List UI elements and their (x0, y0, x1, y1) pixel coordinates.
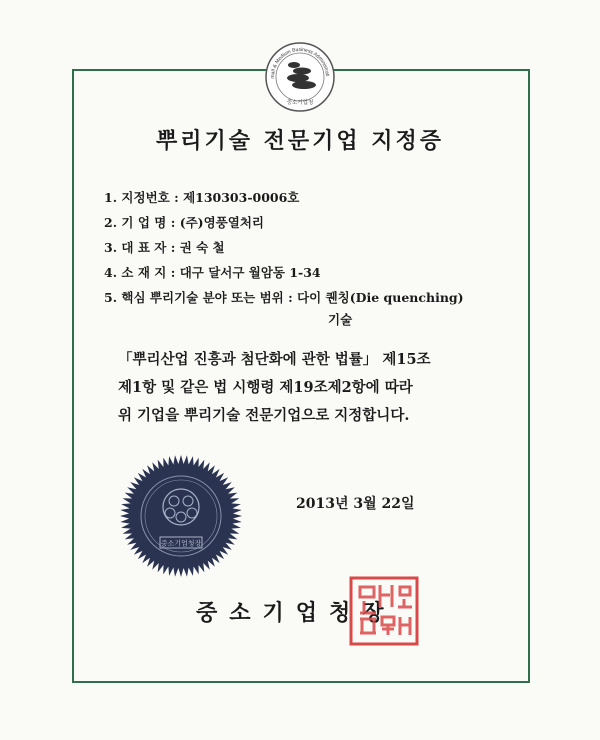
item-technology-continued: 기술 (328, 312, 353, 327)
item-label: 소 재 지 : (121, 265, 176, 280)
item-label: 대 표 자 : (121, 240, 176, 255)
item-technology (104, 288, 464, 306)
agency-logo (264, 41, 336, 113)
embossed-seal (118, 453, 244, 579)
item-num: 3. (104, 240, 118, 255)
item-value: (주)영풍열처리 (179, 215, 264, 230)
statement-line: 위 기업을 뿌리기술 전문기업으로 지정합니다. (118, 407, 410, 424)
official-stamp (348, 575, 420, 647)
issuer-name: 중소기업청장 (196, 600, 396, 626)
item-address (104, 263, 321, 281)
item-label: 기 업 명 : (121, 215, 176, 230)
item-num: 4. (104, 265, 118, 280)
item-number (104, 188, 299, 206)
item-company (104, 213, 264, 231)
statement-line: 제1항 및 같은 법 시행령 제19조제2항에 따라 (118, 379, 413, 396)
item-label: 핵심 뿌리기술 분야 또는 범위 : (121, 290, 293, 305)
logo-ring-text: mall & Medium Business Administrati (269, 46, 330, 79)
certificate-title: 뿌리기술 전문기업 지정증 (155, 128, 445, 154)
item-num: 5. (104, 290, 118, 305)
item-value: 제130303-0006호 (183, 190, 300, 205)
item-num: 2. (104, 215, 118, 230)
certificate-statement (118, 346, 490, 430)
item-value: 다이 퀜칭(Die quenching) (297, 290, 464, 305)
statement-line: 「뿌리산업 진흥과 첨단화에 관한 법률」 제15조 (118, 351, 431, 368)
item-value: 대구 달서구 월암동 1-34 (179, 265, 321, 280)
issue-date: 2013년 3월 22일 (296, 496, 415, 512)
item-label: 지정번호 : (121, 190, 179, 205)
logo-bottom-text: 중소기업청 (286, 100, 314, 106)
item-representative (104, 238, 225, 256)
seal-text: 중소기업청장 (160, 539, 202, 548)
item-value: 권 숙 철 (179, 240, 225, 255)
item-num: 1. (104, 190, 118, 205)
